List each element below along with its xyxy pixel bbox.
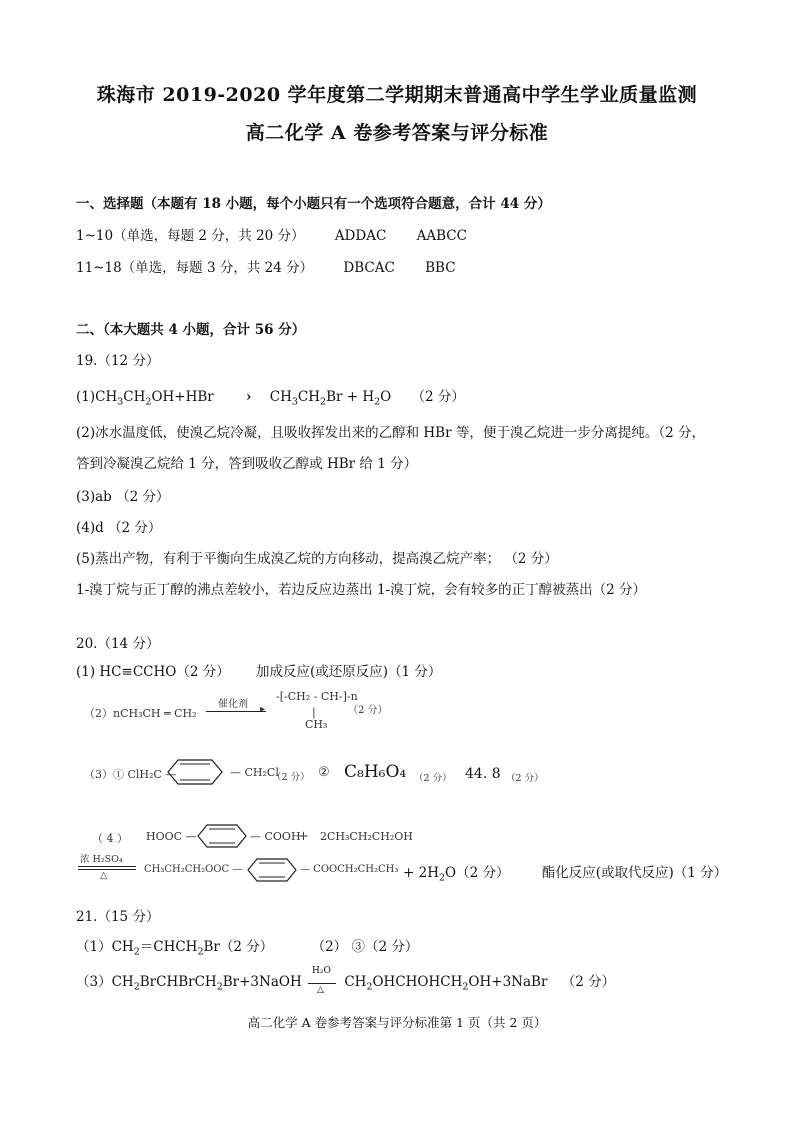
q20-part2-branch: CH₃ <box>305 718 328 731</box>
row2-label: 11~18（单选，每题 3 分，共 24 分） <box>76 260 314 276</box>
q20-part4-condition-bottom: △ <box>100 870 108 881</box>
arrow-head-icon: ▸ <box>260 704 266 715</box>
q20-part4-alcohol: 2CH₃CH₂CH₂OH <box>320 830 413 843</box>
section1-heading: 一、选择题（本题有 18 小题，每个小题只有一个选项符合题意，合计 44 分） <box>76 196 551 212</box>
q19-part3: (3)ab （2 分） <box>76 489 170 505</box>
q20-part2-score: （2 分） <box>348 705 388 716</box>
q20-part3-mark2: ② <box>318 765 330 780</box>
q20-part1 <box>76 660 441 680</box>
q20-part4-type: 酯化反应(或取代反应)（1 分） <box>541 865 728 881</box>
q20-part3-left: （3）① ClH₂C — <box>84 768 177 781</box>
page-subtitle: 高二化学 A 卷参考答案与评分标准 <box>245 122 549 144</box>
q20-part3-score-a: （2 分） <box>272 772 310 783</box>
q21-heading: 21.（15 分） <box>76 909 160 925</box>
q20-part2-reactant: （2）nCH₃CH ═ CH₂ <box>84 707 197 720</box>
q20-part1-formula: (1) HC≡CCHO（2 分） <box>76 664 230 680</box>
row1-label: 1~10（单选，每题 2 分，共 20 分） <box>76 228 305 244</box>
benzene-ring-icon <box>194 822 250 850</box>
q20-part4-arrow <box>78 866 136 867</box>
q20-part4-acid-right: — COOH <box>250 830 301 843</box>
q20-part3-score-c: （2 分） <box>506 773 544 784</box>
q20-part4-water: + $2H_2O(2$ 分） 酯化反应(或取代反应)（1 分） <box>403 865 728 884</box>
q20-part1-type: 加成反应(或还原反应)（1 分） <box>256 664 442 680</box>
answer-row-1-10 <box>76 224 467 244</box>
q19-part1 <box>76 385 465 408</box>
section2-heading: 二、（本大题共 4 小题，合计 56 分） <box>76 322 306 338</box>
q20-heading: 20.（14 分） <box>76 636 160 652</box>
bond-line-icon: | <box>312 706 316 719</box>
q20-part2-product: -[-CH₂ - CH-]-n <box>276 690 358 703</box>
page-footer: 高二化学 A 卷参考答案与评分标准第 1 页（共 2 页） <box>247 1015 547 1030</box>
q21-part3-reactants: $(3)CH_2BrCHBrCH_2Br+3NaOH$ <box>76 974 302 993</box>
q21-part1-line <box>76 935 418 958</box>
q20-part4-condition-top: 浓 H₂SO₄ <box>80 854 123 865</box>
q20-part3-right: — CH₂Cl <box>230 766 279 779</box>
page-title: 珠海市 2019-2020 学年度第二学期期末普通高中学生学业质量监测 <box>96 84 698 106</box>
reaction-arrow-icon: › <box>246 389 252 405</box>
row2-answers-a: DBCAC <box>343 260 395 276</box>
benzene-ring-icon <box>160 757 230 787</box>
q19-part5-line2: 1-溴丁烷与正丁醇的沸点差较小，若边反应边蒸出 1-溴丁烷，会有较多的正丁醇被蒸出（2 分） <box>76 582 646 598</box>
q20-part4-product-left: CH₃CH₂CH₂OOC — <box>144 864 243 875</box>
q20-part3-value: 44. 8 <box>465 766 501 782</box>
q19-equation-right: $CH_3CH_2Br + H_2O$ <box>269 389 392 408</box>
q21-part3-arrow: H₂O △ <box>306 976 340 990</box>
q19-part2-line2: 答到冷凝溴乙烷给 1 分，答到吸收乙醇或 HBr 给 1 分） <box>76 456 418 472</box>
q19-equation-left: $(1)CH_3CH_2OH+HBr$ <box>76 389 214 408</box>
q21-part2: （2） ③（2 分） <box>311 939 419 955</box>
answer-row-11-18 <box>76 256 456 276</box>
row2-answers-b: BBC <box>425 260 456 276</box>
q20-part2-arrow <box>206 711 266 712</box>
q19-heading: 19.（12 分） <box>76 353 160 369</box>
benzene-ring-icon <box>244 856 300 884</box>
q21-part3-products: $CH_2OHCHOHCH_2OH+3NaBr$ <box>344 974 548 993</box>
q20-part3-score-b: （2 分） <box>414 773 452 784</box>
q20-part4-product-right: — COOCH₂CH₂CH₃ <box>300 864 399 875</box>
q19-part2-line1: (2)冰水温度低，使溴乙烷冷凝，且吸收挥发出来的乙醇和 HBr 等，便于溴乙烷进一步分离提纯。（2 分， <box>76 425 705 441</box>
q21-part1: $(1)CH_2=CHCH_2Br(2$ 分） <box>76 939 274 958</box>
row1-answers-b: AABCC <box>416 228 467 244</box>
q20-part4-plus: + <box>298 829 309 844</box>
row1-answers-a: ADDAC <box>334 228 387 244</box>
q20-part3-formula: C₈H₆O₄ <box>344 762 407 782</box>
q20-part2-catalyst: 催化剂 <box>218 699 248 710</box>
q19-part4: (4)d （2 分） <box>76 520 162 536</box>
q20-part4-label: （ 4 ） <box>92 832 128 845</box>
q20-part4-acid-left: HOOC — <box>146 830 197 843</box>
q21-part3-score: （2 分） <box>561 974 616 990</box>
q19-part1-score: （2 分） <box>411 389 465 405</box>
q21-part3 <box>76 965 616 995</box>
q19-part5-line1: (5)蒸出产物，有利于平衡向生成溴乙烷的方向移动，提高溴乙烷产率； （2 分） <box>76 551 558 567</box>
